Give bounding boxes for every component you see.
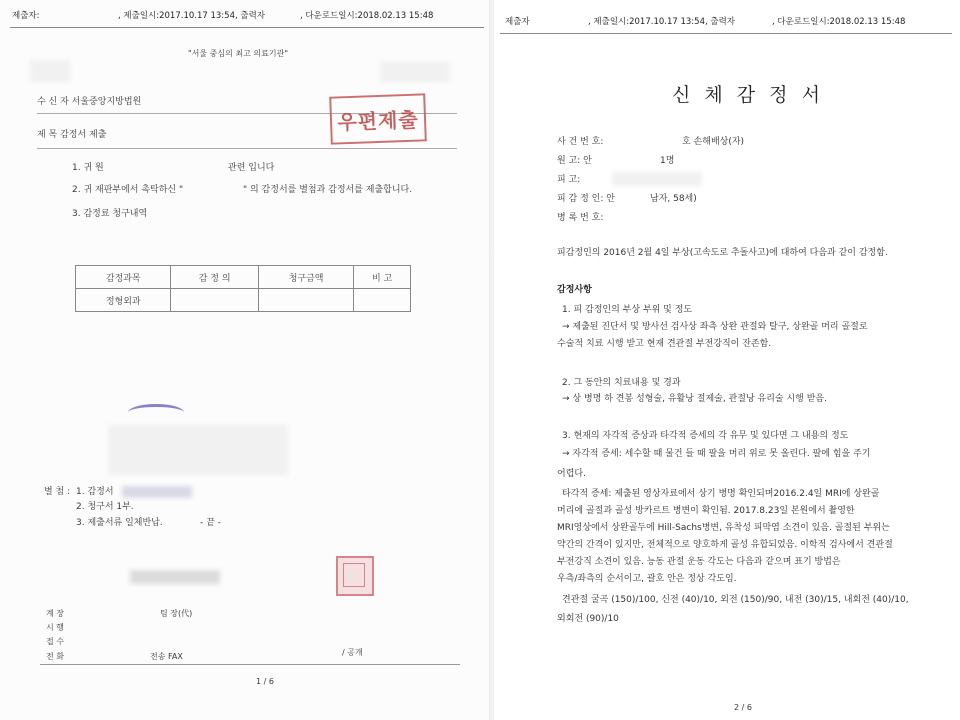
meta-label: 원 고: 안: [557, 156, 592, 166]
meta-value: 1명: [660, 156, 675, 166]
body-line: 우측/좌측의 순서이고, 괄호 안은 정상 각도임.: [557, 574, 737, 584]
fee-table: [75, 265, 411, 312]
meta-label: 사 건 번 호:: [557, 137, 604, 147]
footer-label-jeon: 전 화: [46, 652, 64, 661]
attachment-line: 3. 제출서류 일체반납.: [76, 518, 163, 528]
table-cell: [354, 289, 411, 312]
redacted-block: [612, 172, 702, 186]
footer-value-gye: 팀 장(代): [160, 609, 193, 618]
header-download-time: , 다운로드일시:2018.02.13 15:48: [300, 11, 434, 21]
body-line: 3. 현재의 자각적 증상과 타각적 증세의 각 유무 및 있다면 그 내용의 정도: [562, 431, 849, 441]
header-submitted-time: , 제출일시:2017.10.17 13:54, 출력자: [588, 17, 736, 27]
header-rule: [10, 27, 484, 28]
body-line: → 상 병명 하 견봉 성형술, 유활낭 절제술, 관절낭 유리술 시행 받음.: [562, 394, 827, 404]
body-line: 수술적 치료 시행 받고 현재 견관절 부전강직이 잔존함.: [557, 339, 772, 349]
table-row: [76, 289, 411, 312]
item-1-tail: 관련 입니다: [228, 163, 275, 173]
redacted-block: [380, 62, 450, 82]
end-mark: - 끝 -: [200, 518, 221, 528]
hospital-slogan: "서울 중심의 최고 의료기관": [188, 49, 288, 58]
mail-submission-stamp: 우편제출: [329, 93, 427, 144]
footer-open: / 공개: [342, 648, 363, 657]
intro-line: 피감정인의 2016년 2월 4일 부상(고속도로 추돌사고)에 대하여 다음과 같이 감정함.: [557, 248, 888, 258]
body-line: MRI영상에서 상완골두에 Hill-Sachs병변, 유착성 피막염 소견이 있음. 골절된 부위는: [557, 523, 890, 533]
body-line: 타각적 증세: 제출된 영상자료에서 상기 병명 확인되며2016.2.4일 MRI에 상완골: [562, 489, 880, 499]
meta-label: 피 고:: [557, 175, 581, 185]
header-submitter-label: 제출자:: [12, 11, 40, 21]
official-seal: [336, 556, 374, 596]
body-line: 머리에 골절과 골성 방카르트 병변이 확인됨. 2017.8.23일 본원에서 촬영한: [557, 506, 855, 516]
redacted-block: [122, 486, 192, 498]
table-cell: [171, 289, 259, 312]
footer-label-jeop: 접 수: [46, 637, 64, 646]
body-line: 약간의 간격이 있지만, 전체적으로 양호하게 골성 유합되었음. 이학적 검사에서 견관절: [557, 540, 893, 550]
table-cell: [258, 289, 353, 312]
item-1: 1. 귀 원: [72, 163, 104, 173]
recipient-line: 수 신 자 서울중앙지방법원: [37, 97, 142, 107]
section-title: 감정사항: [557, 285, 592, 295]
redacted-block: [130, 570, 220, 584]
document-page-2: [494, 0, 960, 720]
divider: [37, 148, 457, 149]
body-line: 견관절 굴곡 (150)/100, 신전 (40)/10, 외전 (150)/90, 내전 (30)/15, 내회전 (40)/10,: [562, 595, 909, 605]
item-2: 2. 귀 재판부에서 촉탁하신 ": [72, 185, 184, 195]
footer-label-si: 시 행: [46, 623, 64, 632]
meta-label: 병 록 번 호:: [557, 213, 604, 223]
header-submitter-label: 제출자: [505, 17, 530, 27]
meta-label: 피 감 정 인: 안: [557, 194, 615, 204]
footer-rule: [40, 664, 460, 665]
body-line: 2. 그 동안의 치료내용 및 경과: [562, 378, 681, 388]
redacted-logo: [30, 60, 70, 82]
attachment-label: 별 첨 :: [44, 487, 71, 497]
body-line: 어렵다.: [557, 469, 586, 479]
table-header: 감정과목: [76, 266, 171, 289]
page-number: 1 / 6: [256, 677, 274, 686]
table-header: 청구금액: [258, 266, 353, 289]
table-header: 감 정 의: [171, 266, 259, 289]
table-cell: 정형외과: [76, 289, 171, 312]
redacted-block: [108, 425, 288, 475]
faded-seal-mark: [128, 404, 184, 421]
header-submitted-time: , 제출일시:2017.10.17 13:54, 출력자: [118, 11, 266, 21]
meta-value: 남자, 58세): [650, 194, 697, 204]
body-line: 부전강직 소견이 있음. 능동 관절 운동 각도는 다음과 같으며 표기 방법은: [557, 557, 841, 567]
body-line: 1. 피 감정인의 부상 부위 및 정도: [562, 305, 693, 315]
attachment-line: 2. 청구서 1부.: [76, 502, 134, 512]
table-header: 비 고: [354, 266, 411, 289]
header-rule: [500, 33, 952, 34]
table-header-row: [76, 266, 411, 289]
subject-line: 제 목 감정서 제출: [37, 130, 107, 140]
body-line: → 제출된 진단서 및 방사선 검사상 좌측 상완 관절와 탈구, 상완골 머리 골절로: [562, 322, 868, 332]
footer-fax: 전송 FAX: [150, 652, 183, 661]
header-download-time: , 다운로드일시:2018.02.13 15:48: [772, 17, 906, 27]
attachment-line: 1. 감정서: [76, 487, 114, 497]
page-number: 2 / 6: [734, 703, 752, 712]
document-title: 신 체 감 정 서: [672, 84, 824, 106]
body-line: 외회전 (90)/10: [557, 614, 619, 624]
body-line: → 자각적 증세: 세수할 때 물건 들 때 팔을 머리 위로 못 올린다. 팔에 힘을 주기: [562, 449, 871, 459]
item-3: 3. 감정료 청구내역: [72, 209, 148, 219]
meta-value: 호 손해배상(자): [682, 137, 745, 147]
item-2-tail: " 의 감정서를 별첨과 감정서를 제출합니다.: [243, 185, 413, 195]
footer-label-gye: 계 장: [46, 609, 64, 618]
